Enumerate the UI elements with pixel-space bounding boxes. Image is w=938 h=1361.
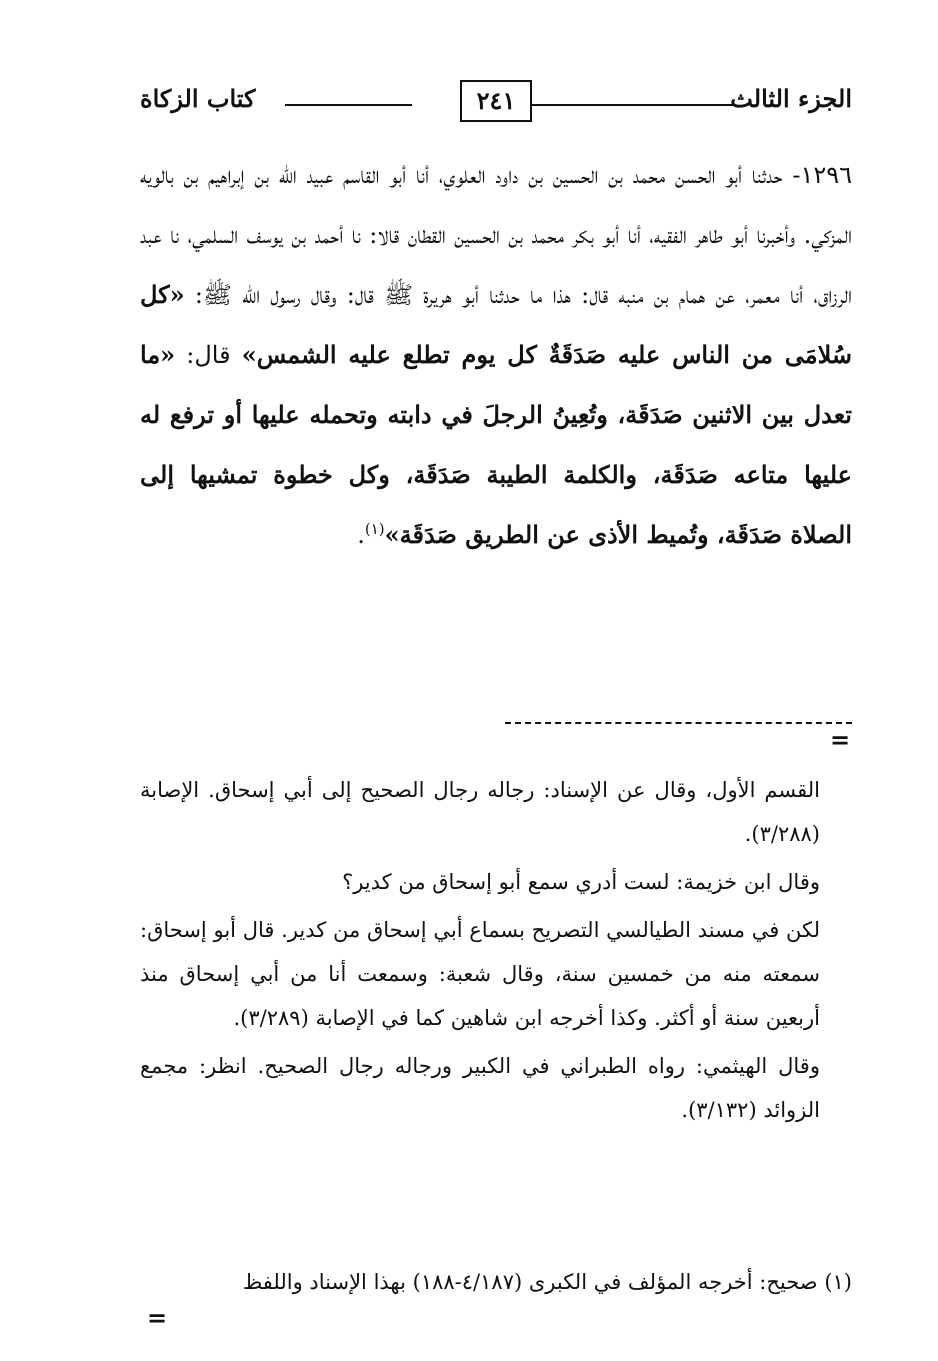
hadith-text-1: «كل سُلامَى من الناس عليه صَدَقَةٌ كل يوم تطلع عليه الشمس» (140, 280, 852, 369)
header-rule-right (530, 104, 734, 106)
running-header (140, 76, 852, 126)
isnad-text: ١٢٩٦- حدثنا أبو الحسن محمد بن الحسين بن داود العلوي، أنا أبو القاسم عبيد الله بن إبراهيم بن بالويه المزكي. وأخبرنا أبو طاهر الفقيه، أنا أبو بكر محمد بن الحسين القطان قالا: نا أحمد بن يوسف السلمي، نا عبد الرزاق، أنا معمر، عن همام بن منبه قال: هذا ما حدثنا أبو هريرة ﷺ قال: وقال رسول الله ﷺ: (140, 161, 852, 309)
footnote-ref: (١) (364, 520, 385, 538)
volume-label: الجزء الثالث (730, 84, 852, 113)
note-paragraph: لكن في مسند الطيالسي التصريح بسماع أبي إسحاق من كدير. قال أبو إسحاق: سمعته منه من خمسين سنة، وقال شعبة: وسمعت أنا من أبي إسحاق منذ أربعين سنة أو أكثر. وكذا أخرجه ابن شاهين كما في الإصابة (٣/٢٨٩). (140, 918, 820, 1030)
said-text: قال: (175, 341, 242, 369)
footnote-1: (١) صحيح: أخرجه المؤلف في الكبرى (٤/١٨٧-١٨٨) بهذا الإسناد واللفظ (242, 1270, 852, 1294)
header-rule-left (285, 104, 412, 106)
note-paragraph: القسم الأول، وقال عن الإسناد: رجاله رجال الصحيح إلى أبي إسحاق. الإصابة (٣/٢٨٨). (140, 778, 820, 846)
note-paragraph: وقال ابن خزيمة: لست أدري سمع أبو إسحاق من كدير؟ (342, 870, 820, 894)
hadith-paragraph (140, 145, 852, 565)
continuation-mark-bottom: = (147, 1303, 168, 1332)
note-paragraph: وقال الهيثمي: رواه الطبراني في الكبير ورجاله رجال الصحيح. انظر: مجمع الزوائد (٣/١٣٢). (140, 1054, 820, 1122)
book-title: كتاب الزكاة (140, 84, 256, 113)
hadith-text-2: «ما تعدل بين الاثنين صَدَقَة، وتُعِينُ الرجلَ في دابته وتحمله عليها أو ترفع له عليها متاعه صَدَقَة، والكلمة الطيبة صَدَقَة، وكل خطوة تمشيها إلى الصلاة صَدَقَة، وتُميط الأذى عن الطريق صَدَقَة» (140, 340, 852, 549)
continuation-mark-top: = (830, 725, 851, 754)
main-text (140, 145, 852, 565)
page-number: ٢٤١ (460, 80, 532, 122)
footnote-separator (505, 722, 852, 724)
footnotes-continued (140, 768, 820, 1136)
period: . (357, 521, 365, 549)
